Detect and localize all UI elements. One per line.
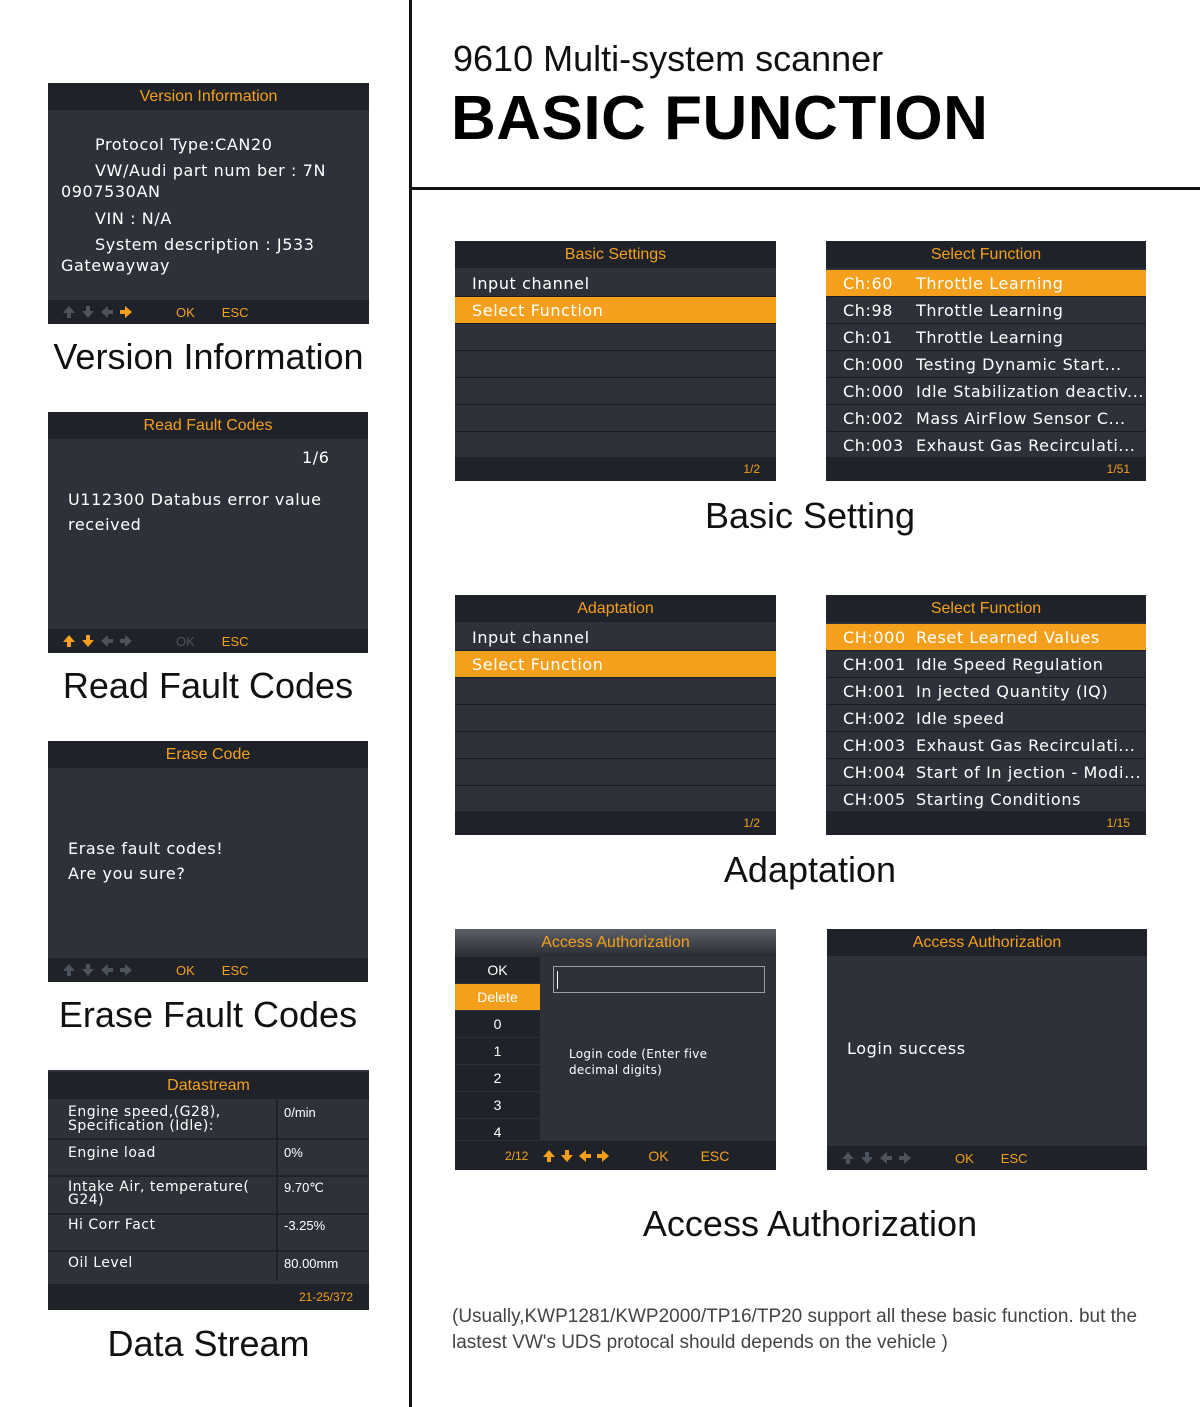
screen-footer (455, 811, 776, 835)
empty-row (455, 432, 776, 459)
arrow-down-icon[interactable] (81, 305, 95, 319)
arrow-right-icon[interactable] (119, 305, 133, 319)
info-line: System description : J533 (95, 235, 315, 254)
page-indicator: 1/15 (1106, 816, 1130, 830)
param-name: G24) (68, 1192, 105, 1208)
erase-line: Are you sure? (68, 864, 186, 883)
param-value: 0% (284, 1145, 303, 1160)
empty-row (455, 405, 776, 432)
page-indicator: 1/6 (302, 448, 330, 467)
param-name: Intake Air, temperature( (68, 1179, 250, 1195)
caption-erase: Erase Fault Codes (58, 994, 358, 1035)
arrow-right-icon[interactable] (898, 1151, 912, 1165)
screen-title: Adaptation (455, 595, 776, 622)
empty-row (455, 786, 776, 813)
list-item[interactable]: Ch:01 Throttle Learning (826, 324, 1146, 351)
vertical-divider (409, 0, 412, 1407)
ok-key[interactable]: OK (648, 1147, 669, 1164)
screen-title: Erase Code (48, 741, 368, 768)
login-prompt: Login code (Enter five (569, 1047, 708, 1061)
table-row (48, 1215, 369, 1252)
page-subtitle: 9610 Multi-system scanner (453, 38, 884, 79)
list-item[interactable]: CH:004 Start of In jection - Modi... (826, 759, 1146, 786)
page-indicator: 21-25/372 (298, 1290, 353, 1304)
ok-key[interactable]: OK (176, 304, 195, 320)
list-item[interactable]: CH:000 Reset Learned Values (826, 624, 1146, 651)
key-2[interactable]: 2 (455, 1065, 540, 1092)
esc-key[interactable]: ESC (221, 304, 249, 320)
info-line: VIN : N/A (95, 209, 172, 228)
arrow-up-icon[interactable] (841, 1151, 855, 1165)
param-name: Engine load (68, 1145, 156, 1161)
screen-title: Access Authorization (827, 929, 1147, 956)
param-value: 0/min (284, 1105, 316, 1120)
table-row (48, 1099, 369, 1140)
esc-key[interactable]: ESC (1000, 1150, 1028, 1166)
info-line: Gatewayway (61, 256, 171, 275)
arrow-down-icon[interactable] (560, 1149, 574, 1163)
basic-select-function-screen (826, 241, 1146, 481)
horizontal-divider (409, 187, 1200, 190)
screen-footer (826, 811, 1146, 835)
caption-basic-setting: Basic Setting (704, 495, 916, 536)
screen-title: Datastream (48, 1072, 369, 1099)
arrow-left-icon[interactable] (100, 963, 114, 977)
list-item[interactable]: Ch:003 Exhaust Gas Recirculati... (826, 432, 1146, 459)
adaptation-screen (455, 595, 776, 835)
screen-footer (827, 1146, 1147, 1170)
screen-footer (455, 457, 776, 481)
screen-footer (826, 457, 1146, 481)
param-value: 80.00mm (284, 1256, 339, 1271)
key-0[interactable]: 0 (455, 1011, 540, 1038)
access-login-screen (455, 929, 776, 1170)
arrow-left-icon[interactable] (100, 305, 114, 319)
list-item[interactable]: Ch:000 Idle Stabilization deactiv... (826, 378, 1146, 405)
login-success-message: Login success (847, 1039, 966, 1058)
list-item[interactable]: CH:003 Exhaust Gas Recirculati... (826, 732, 1146, 759)
param-value: 9.70℃ (284, 1180, 324, 1195)
page-indicator: 1/2 (743, 816, 760, 830)
empty-row (455, 324, 776, 351)
caption-read-fault: Read Fault Codes (62, 665, 354, 706)
esc-key[interactable]: ESC (221, 962, 249, 978)
list-item[interactable]: CH:002 Idle speed (826, 705, 1146, 732)
empty-row (455, 378, 776, 405)
screen-footer (455, 1141, 776, 1170)
arrow-right-icon[interactable] (596, 1149, 610, 1163)
list-item[interactable]: Ch:002 Mass AirFlow Sensor C... (826, 405, 1146, 432)
page-indicator: 1/2 (743, 462, 760, 476)
page-indicator: 2/12 (505, 1148, 529, 1163)
read-fault-screen (48, 412, 368, 653)
arrow-right-icon[interactable] (119, 634, 133, 648)
list-item[interactable]: CH:001 In jected Quantity (IQ) (826, 678, 1146, 705)
table-row (48, 1177, 369, 1215)
empty-row (455, 705, 776, 732)
list-item[interactable]: Ch:60 Throttle Learning (826, 270, 1146, 297)
arrow-up-icon[interactable] (62, 963, 76, 977)
arrow-left-icon[interactable] (100, 634, 114, 648)
screen-footer (48, 300, 369, 324)
arrow-up-icon[interactable] (62, 305, 76, 319)
caption-version-info: Version Information (53, 336, 364, 377)
arrow-down-icon[interactable] (81, 963, 95, 977)
menu-item-input-channel[interactable]: Input channel (455, 624, 776, 651)
screen-title: Select Function (826, 241, 1146, 268)
list-item[interactable]: Ch:98 Throttle Learning (826, 297, 1146, 324)
arrow-right-icon[interactable] (119, 963, 133, 977)
arrow-down-icon[interactable] (860, 1151, 874, 1165)
footnote: (Usually,KWP1281/KWP2000/TP16/TP20 support all these basic function. but the lastest VW's UDS protocal should depends on the vehicle ) (452, 1306, 1138, 1353)
login-prompt: decimal digits) (569, 1063, 663, 1077)
info-line: VW/Audi part num ber : 7N (95, 161, 327, 180)
empty-row (455, 351, 776, 378)
adapt-select-function-screen (826, 595, 1146, 835)
arrow-down-icon[interactable] (81, 634, 95, 648)
access-success-screen (827, 929, 1147, 1170)
arrow-up-icon[interactable] (62, 634, 76, 648)
fault-line: received (68, 515, 142, 534)
key-ok[interactable]: OK (455, 957, 540, 984)
basic-settings-screen (455, 241, 776, 481)
list-item[interactable]: CH:005 Starting Conditions (826, 786, 1146, 813)
param-name: Hi Corr Fact (68, 1217, 156, 1233)
empty-row (455, 759, 776, 786)
esc-key[interactable]: ESC (700, 1147, 730, 1164)
empty-row (455, 732, 776, 759)
key-1[interactable]: 1 (455, 1038, 540, 1065)
text-caret (557, 971, 558, 989)
list-item[interactable]: Ch:000 Testing Dynamic Start... (826, 351, 1146, 378)
list-item[interactable]: CH:001 Idle Speed Regulation (826, 651, 1146, 678)
key-delete[interactable]: Delete (455, 984, 540, 1011)
fault-line: U112300 Databus error value (68, 490, 322, 509)
datastream-screen (48, 1070, 369, 1310)
arrow-left-icon[interactable] (879, 1151, 893, 1165)
page-indicator: 1/51 (1106, 462, 1130, 476)
erase-screen (48, 741, 368, 982)
screen-footer (48, 958, 368, 982)
ok-key[interactable]: OK (176, 633, 195, 649)
screen-title: Read Fault Codes (48, 412, 368, 439)
param-value: -3.25% (284, 1218, 326, 1233)
esc-key[interactable]: ESC (221, 633, 249, 649)
screen-title: Select Function (826, 595, 1146, 622)
arrow-left-icon[interactable] (578, 1149, 592, 1163)
caption-adaptation: Adaptation (723, 849, 897, 890)
info-line: 0907530AN (61, 182, 161, 201)
info-line: Protocol Type:CAN20 (95, 135, 273, 154)
key-3[interactable]: 3 (455, 1092, 540, 1119)
screen-title: Basic Settings (455, 241, 776, 268)
version-info-screen (48, 83, 369, 324)
caption-access-authorization: Access Authorization (642, 1203, 978, 1244)
screen-title: Version Information (48, 83, 369, 110)
table-row (48, 1140, 369, 1177)
login-code-input[interactable] (553, 966, 765, 993)
ok-key[interactable]: OK (176, 962, 195, 978)
ok-key[interactable]: OK (955, 1150, 974, 1166)
column-divider (276, 1097, 278, 1281)
empty-row (455, 678, 776, 705)
key-4[interactable]: 4 (455, 1119, 540, 1141)
arrow-up-icon[interactable] (542, 1149, 556, 1163)
param-name: Specification (Idle): (68, 1118, 214, 1134)
menu-item-select-function[interactable]: Select Function (455, 651, 776, 678)
screen-footer (48, 1284, 369, 1310)
screen-footer (48, 629, 368, 653)
screen-title: Access Authorization (455, 929, 776, 956)
menu-item-select-function[interactable]: Select Function (455, 297, 776, 324)
param-name: Engine speed,(G28), (68, 1104, 221, 1120)
table-row (48, 1252, 369, 1288)
page-title: BASIC FUNCTION (451, 84, 989, 153)
caption-datastream: Data Stream (107, 1323, 310, 1364)
erase-line: Erase fault codes! (68, 839, 224, 858)
menu-item-input-channel[interactable]: Input channel (455, 270, 776, 297)
param-name: Oil Level (68, 1255, 133, 1271)
